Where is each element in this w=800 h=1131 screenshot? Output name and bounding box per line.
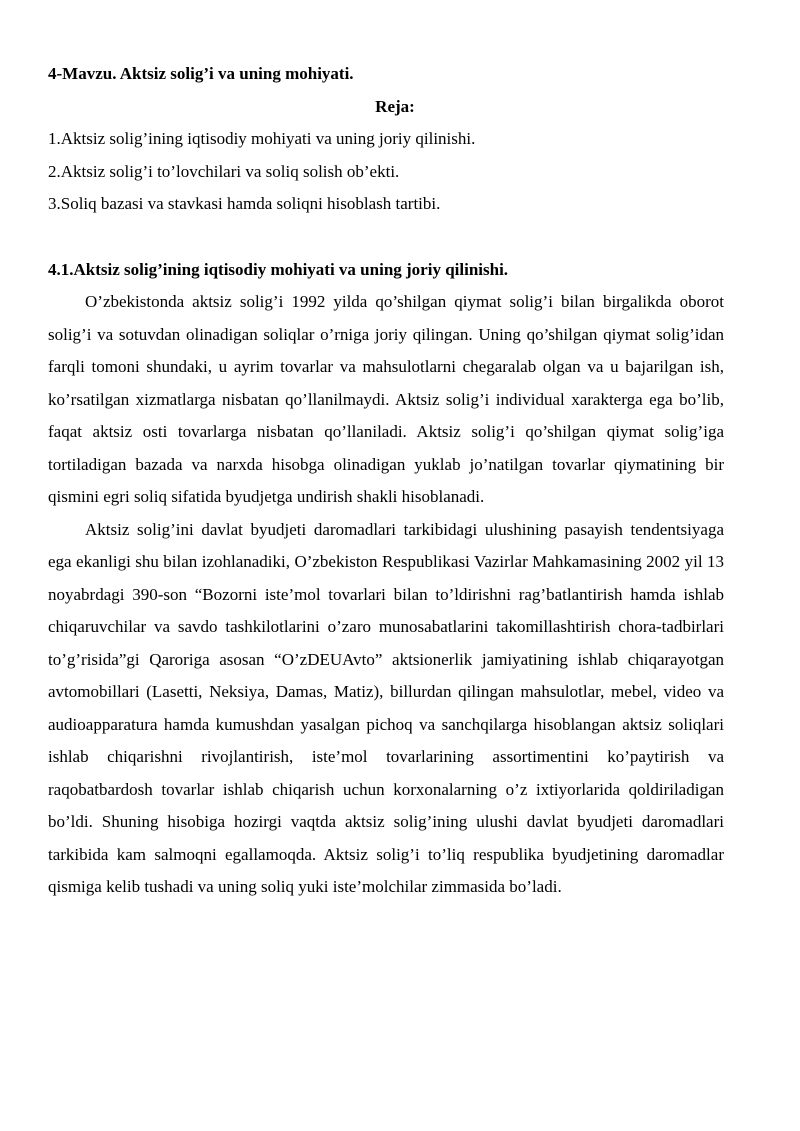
topic-title: 4-Mavzu. Aktsiz solig’i va uning mohiyati. — [48, 64, 354, 83]
section-title: 4.1.Aktsiz solig’ining iqtisodiy mohiyati va uning joriy qilinishi. — [48, 259, 509, 279]
plan-item-3: 3.Soliq bazasi va stavkasi hamda soliqni hisoblash tartibi. — [48, 194, 441, 213]
plan-title: Reja: — [375, 96, 415, 116]
paragraph-1: O’zbekistonda aktsiz solig’i 1992 yilda qo’shilgan qiymat solig’i bilan birgalikda oborot solig’i va sotuvdan olinadigan soliqlar o’rniga joriy qilingan. Uning qo’shilgan qiymat solig’idan farqli tomoni shundaki, u ayrim tovarlar va mahsulotlarni chegaralab olgan va u bajarilgan ish, ko’rsatilgan xizmatlarga nisbatan qo’llanilmaydi. Aktsiz solig’i individual xarakterga ega bo’lib, faqat aktsiz osti tovarlarga nisbatan qo’llaniladi. Aktsiz solig’i qo’shilgan qiymat solig’iga tortiladigan bazada va narxda hisobga olinadigan yuklab jo’natilgan tovarlar qiymatining bir qismini egri soliq sifatida byudjetga undirish shakli hisoblanadi. — [48, 292, 724, 506]
plan-item-1: 1.Aktsiz solig’ining iqtisodiy mohiyati va uning joriy qilinishi. — [48, 129, 476, 148]
plan-item-2: 2.Aktsiz solig’i to’lovchilari va soliq solish ob’ekti. — [48, 161, 400, 181]
paragraph-2: Aktsiz solig’ini davlat byudjeti daromadlari tarkibidagi ulushining pasayish tendentsiyaga ega ekanligi shu bilan izohlanadiki, O’zbekiston Respublikasi Vazirlar Mahkamasining 2002 yil 13 noyabrdagi 390-son “Bozorni iste’mol tovarlari bilan to’ldirishni rag’batlantirish hamda ishlab chiqaruvchilar va savdo tashkilotlarini o’zaro munosabatlarini takomillashtirish chora-tadbirlari to’g’risida”gi Qaroriga asosan “O’zDEUAvto” aktsionerlik jamiyatining ishlab chiqarayotgan avtomobillari (Lasetti, Neksiya, Damas, Matiz), billurdan qilingan mahsulotlar, mebel, video va audioapparatura hamda kumushdan yasalgan pichoq va sanchqilarga hisoblangan aktsiz soliqlari ishlab chiqarishni rivojlantirish, iste’mol tovarlarining assortimentini ko’paytirish va raqobatbardosh tovarlar ishlab chiqarish uchun korxonalarning o’z ixtiyorlarida qoldiriladigan bo’ldi. Shuning hisobiga hozirgi vaqtda aktsiz solig’ining ulushi davlat byudjeti daromadlari tarkibida kam salmoqni egallamoqda. Aktsiz solig’i to’liq respublika byudjetining daromadlar qismiga kelib tushadi va uning soliq yuki iste’molchilar zimmasida bo’ladi. — [48, 519, 724, 896]
document-page — [48, 58, 724, 904]
